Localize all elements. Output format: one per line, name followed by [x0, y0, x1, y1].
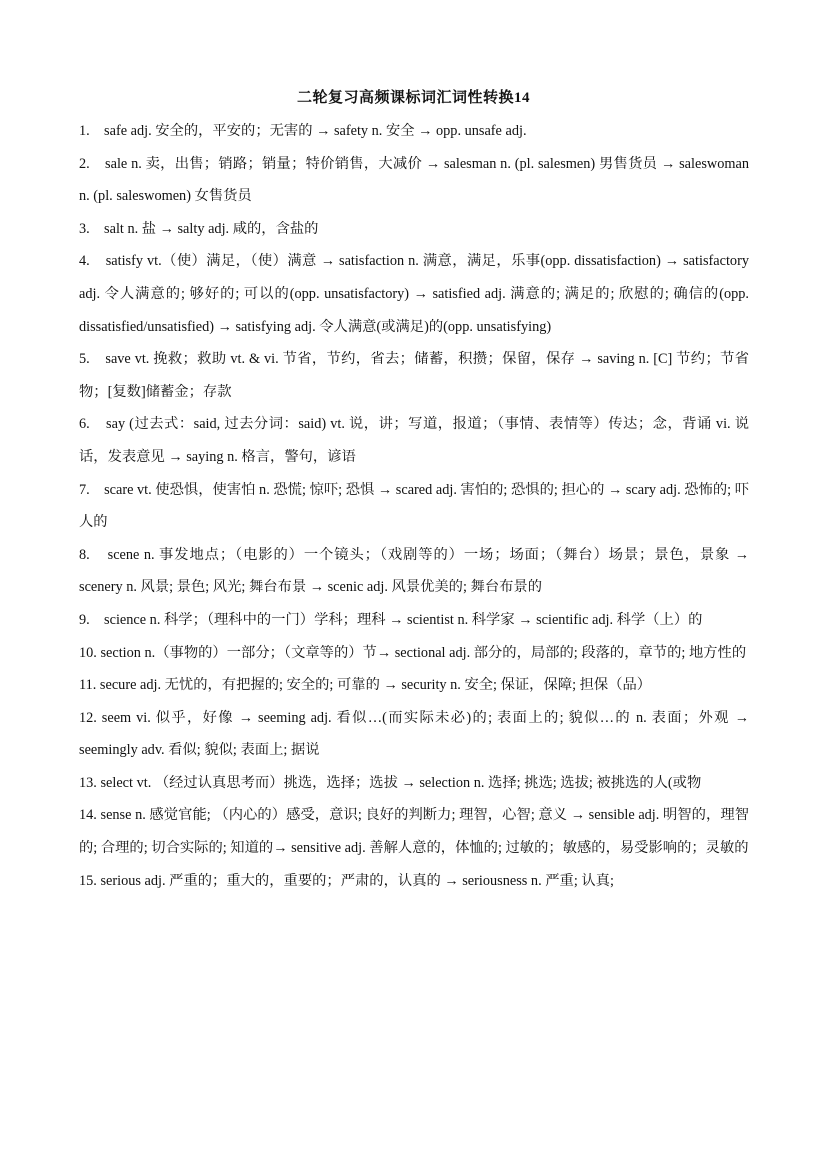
list-item: [79, 604, 749, 637]
entry-text: sale n. 卖，出售；销路；销量；特价销售，大减价 → salesman n. (pl. salesmen) 男售货员 → saleswoman n. (pl. saleswomen) 女售货员: [79, 155, 749, 205]
entry-number: 9.: [79, 611, 90, 628]
list-item: [79, 702, 749, 767]
entry-text: scene n. 事发地点；（电影的）一个镜头；（戏剧等的）一场；场面；（舞台）场景；景色，景象 → scenery n. 风景; 景色; 风光; 舞台布景 → scenic adj. 风景优美的; 舞台布景的: [79, 546, 750, 596]
entry-number: 13.: [79, 774, 97, 791]
list-item: [79, 343, 749, 408]
entry-text: say (过去式：said, 过去分词：said) vt. 说，讲；写道，报道；（事情、表情等）传达；念，背诵 vi. 说话，发表意见 → saying n. 格言，警句，谚语: [79, 416, 749, 465]
list-item: [79, 408, 749, 473]
entry-text: section n.（事物的）一部分；（文章等的）节→ sectional adj. 部分的，局部的; 段落的，章节的; 地方性的: [100, 644, 747, 661]
entry-number: 11.: [79, 677, 97, 694]
list-item: [79, 115, 749, 148]
entry-number: 6.: [79, 416, 90, 433]
entry-number: 3.: [79, 220, 90, 237]
list-item: [79, 539, 749, 604]
list-item: [79, 637, 749, 670]
list-item: [79, 865, 749, 898]
entry-text: secure adj. 无忧的，有把握的; 安全的; 可靠的 → security n. 安全; 保证，保障; 担保（品）: [99, 677, 652, 694]
entry-number: 10.: [79, 644, 97, 661]
entry-number: 1.: [79, 123, 90, 139]
list-item: [79, 799, 749, 864]
entry-text: seem vi. 似乎，好像 → seeming adj. 看似…(而实际未必)的; 表面上的; 貌似…的 n. 表面；外观 → seemingly adv. 看似; 貌似; 表面上; 据说: [79, 709, 749, 759]
entry-text: salt n. 盐 → salty adj. 咸的，含盐的: [104, 220, 319, 237]
entry-text: save vt. 挽救；救助 vt. & vi. 节省，节约，省去；储蓄，积攒；保留，保存 → saving n. [C] 节约；节省物；[复数]储蓄金；存款: [79, 351, 750, 400]
entry-text: science n. 科学；（理科中的一门）学科；理科 → scientist n. 科学家 → scientific adj. 科学（上）的: [104, 611, 703, 628]
entry-text: safe adj. 安全的，平安的；无害的 → safety n. 安全 → opp. unsafe adj.: [104, 123, 527, 139]
page-title: 二轮复习高频课标词汇词性转换14: [296, 90, 530, 106]
entry-number: 15.: [79, 872, 97, 889]
entry-number: 14.: [79, 807, 97, 824]
entry-text: satisfy vt.（使）满足，（使）满意 → satisfaction n. 满意，满足，乐事(opp. dissatisfaction) → satisfactory adj. 令人满意的; 够好的; 可以的(opp. unsatisfactory) → satisfied adj. 满意的; 满足的; 欣慰的; 确信的(opp. dissatisfied/unsatisfied) → satisfying adj. 令人满意(或满足)的(opp. unsatisfying): [79, 253, 749, 335]
entry-number: 4.: [79, 253, 90, 270]
entry-number: 7.: [79, 481, 90, 498]
list-item: [79, 474, 749, 539]
entry-text: serious adj. 严重的；重大的，重要的；严肃的，认真的 → seriousness n. 严重; 认真;: [100, 872, 614, 889]
list-item: [79, 148, 749, 213]
entry-number: 2.: [79, 155, 90, 172]
list-item: [79, 245, 749, 343]
list-item: [79, 669, 749, 702]
list-item: [79, 213, 749, 246]
entry-number: 5.: [79, 351, 90, 368]
list-item: [79, 767, 749, 800]
vocabulary-list: [79, 115, 749, 897]
entry-text: select vt. （经过认真思考而）挑选，选择；选拔 → selection n. 选择; 挑选; 选拔; 被挑选的人(或物: [100, 774, 702, 791]
entry-number: 12.: [79, 709, 97, 726]
entry-text: scare vt. 使恐惧，使害怕 n. 恐慌; 惊吓; 恐惧 → scared adj. 害怕的; 恐惧的; 担心的 → scary adj. 恐怖的; 吓人的: [79, 481, 750, 531]
entry-text: sense n. 感觉官能; （内心的）感受，意识; 良好的判断力; 理智，心智; 意义 → sensible adj. 明智的，理智的; 合理的; 切合实际的; 知道的→ sensitive adj. 善解人意的，体恤的; 过敏的；敏感的，易受影响的；灵敏的: [79, 807, 749, 857]
entry-number: 8.: [79, 546, 90, 563]
